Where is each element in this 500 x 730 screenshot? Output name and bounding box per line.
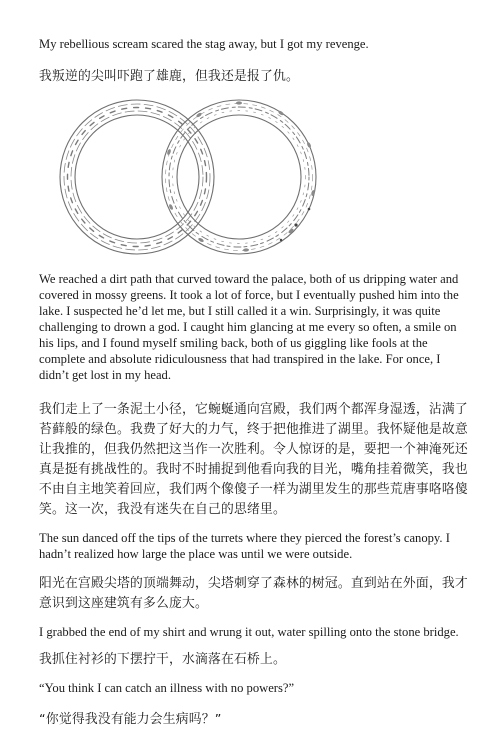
paragraph-4-chinese: 我抓住衬衫的下摆拧干，水滴落在石桥上。 (39, 652, 286, 667)
paragraph-5-chinese: “你觉得我没有能力会生病吗？” (39, 712, 222, 727)
interlocked-rings-illustration (41, 97, 341, 257)
paragraph-3-english: The sun danced off the tips of the turrets where they pierced the forest’s canopy. I hadn’t realized how large the place was until we were outside. (39, 531, 450, 561)
paragraph-3-chinese: 阳光在宫殿尖塔的顶端舞动，尖塔刺穿了森林的树冠。直到站在外面，我才意识到这座建筑有多么庞大。 (39, 576, 468, 611)
document-page (39, 30, 471, 730)
paragraph-2-english: We reached a dirt path that curved toward the palace, both of us dripping water and covered in mossy greens. It took a lot of force, but I eventually pushed him into the lake. I suspected he’d let me, but I still called it a win. Surprisingly, it was quite challenging to drown a god. I caught him glancing at me every so often, a smile on his lips, and I found myself smiling back, both of us giggling like fools at the complete and absolute ridiculousness that had transpired in the lake. For once, I didn’t get lost in my head. (39, 272, 459, 382)
paragraph-1-chinese: 我叛逆的尖叫吓跑了雄鹿，但我还是报了仇。 (39, 69, 299, 84)
paragraph-2-chinese: 我们走上了一条泥土小径，它蜿蜒通向宫殿，我们两个都浑身湿透，沾满了苔藓般的绿色。我费了好大的力气，终于把他推进了湖里。我怀疑他是故意让我推的，但我仍然把这当作一次胜利。令人惊讶的是，要把一个神淹死还真是挺有挑战性的。我时不时捕捉到他看向我的目光，嘴角挂着微笑，我也不由自主地笑着回应，我们两个像傻子一样为湖里发生的那些荒唐事咯咯傻笑。这一次，我没有迷失在自己的思绪里。 (39, 402, 468, 517)
paragraph-1-english: My rebellious scream scared the stag away, but I got my revenge. (39, 37, 369, 51)
paragraph-5-english: “You think I can catch an illness with no powers?” (39, 681, 295, 695)
paragraph-4-english: I grabbed the end of my shirt and wrung it out, water spilling onto the stone bridge. (39, 625, 459, 639)
